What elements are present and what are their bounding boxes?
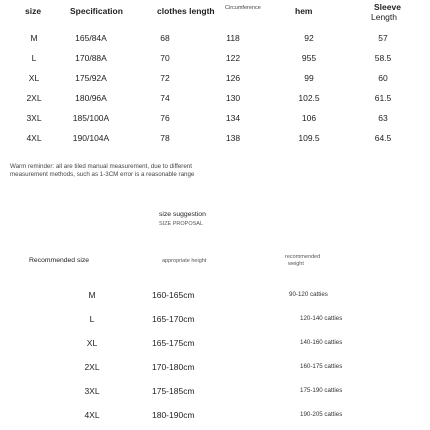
circumference-cell: 130 <box>225 93 241 103</box>
sleeve-cell: 64.5 <box>374 133 392 143</box>
rec-size-cell: 2XL <box>84 362 100 372</box>
header-circumference: Circumference <box>225 5 261 11</box>
rec-height-cell: 175-185cm <box>152 386 195 396</box>
header-hem: hem <box>295 6 313 16</box>
header-recommended: recommended <box>285 254 321 260</box>
spec-cell: 175/92A <box>75 73 107 83</box>
rec-weight-cell: 90-120 catties <box>289 291 328 298</box>
spec-cell: 185/100A <box>72 113 110 123</box>
rec-size-cell: XL <box>86 338 98 348</box>
size-cell: M <box>30 33 38 43</box>
hem-cell: 955 <box>301 53 317 63</box>
size-cell: 4XL <box>26 133 42 143</box>
spec-cell: 170/88A <box>75 53 107 63</box>
length-cell: 76 <box>160 113 170 123</box>
rec-weight-cell: 175-190 catties <box>300 387 343 394</box>
circumference-cell: 122 <box>225 53 241 63</box>
size-cell: XL <box>28 73 40 83</box>
rec-height-cell: 180-190cm <box>152 410 195 420</box>
hem-cell: 99 <box>304 73 314 83</box>
suggestion-title: size suggestion <box>159 211 206 218</box>
sleeve-cell: 61.5 <box>374 93 392 103</box>
circumference-cell: 118 <box>226 33 240 43</box>
length-cell: 72 <box>160 73 170 83</box>
header-appropriate-height: appropriate height <box>162 258 207 264</box>
hem-cell: 109.5 <box>298 133 320 143</box>
header-sleeve: Sleeve <box>374 2 401 12</box>
header-weight: weight <box>288 261 304 267</box>
reminder-line-1: Warm reminder: all are tiled manual measurement, due to different <box>10 163 192 170</box>
hem-cell: 92 <box>304 33 314 43</box>
size-cell: 2XL <box>26 93 42 103</box>
header-size: size <box>25 6 42 16</box>
sleeve-cell: 58.5 <box>374 53 392 63</box>
hem-cell: 102.5 <box>298 93 320 103</box>
suggestion-subtitle: SIZE PROPOSAL <box>159 221 204 227</box>
rec-size-cell: 3XL <box>84 386 100 396</box>
rec-height-cell: 160-165cm <box>152 290 195 300</box>
rec-weight-cell: 140-160 catties <box>300 339 343 346</box>
sleeve-cell: 57 <box>378 33 388 43</box>
spec-cell: 165/84A <box>75 33 107 43</box>
length-cell: 74 <box>160 93 170 103</box>
rec-size-cell: L <box>89 314 95 324</box>
spec-cell: 180/96A <box>75 93 107 103</box>
header-sleeve-length: Length <box>371 12 397 22</box>
sleeve-cell: 63 <box>378 113 388 123</box>
length-cell: 78 <box>160 133 170 143</box>
rec-height-cell: 170-180cm <box>152 362 195 372</box>
length-cell: 70 <box>160 53 170 63</box>
header-clothes-length: clothes length <box>157 6 215 16</box>
rec-size-cell: 4XL <box>84 410 100 420</box>
header-recommended-size: Recommended size <box>29 257 90 264</box>
header-specification: Specification <box>70 6 123 16</box>
circumference-cell: 126 <box>225 73 241 83</box>
rec-weight-cell: 120-140 catties <box>300 315 343 322</box>
sleeve-cell: 60 <box>378 73 388 83</box>
circumference-cell: 138 <box>225 133 241 143</box>
length-cell: 68 <box>160 33 170 43</box>
rec-weight-cell: 160-175 catties <box>300 363 343 370</box>
circumference-cell: 134 <box>225 113 241 123</box>
spec-cell: 190/104A <box>72 133 110 143</box>
rec-height-cell: 165-175cm <box>152 338 195 348</box>
size-cell: L <box>31 53 37 63</box>
size-cell: 3XL <box>26 113 42 123</box>
hem-cell: 106 <box>301 113 317 123</box>
reminder-line-2: measurement methods, such as 1-3CM error is a reasonable range <box>10 171 195 178</box>
rec-weight-cell: 190-205 catties <box>300 411 343 418</box>
rec-height-cell: 165-170cm <box>152 314 195 324</box>
rec-size-cell: M <box>88 290 96 300</box>
